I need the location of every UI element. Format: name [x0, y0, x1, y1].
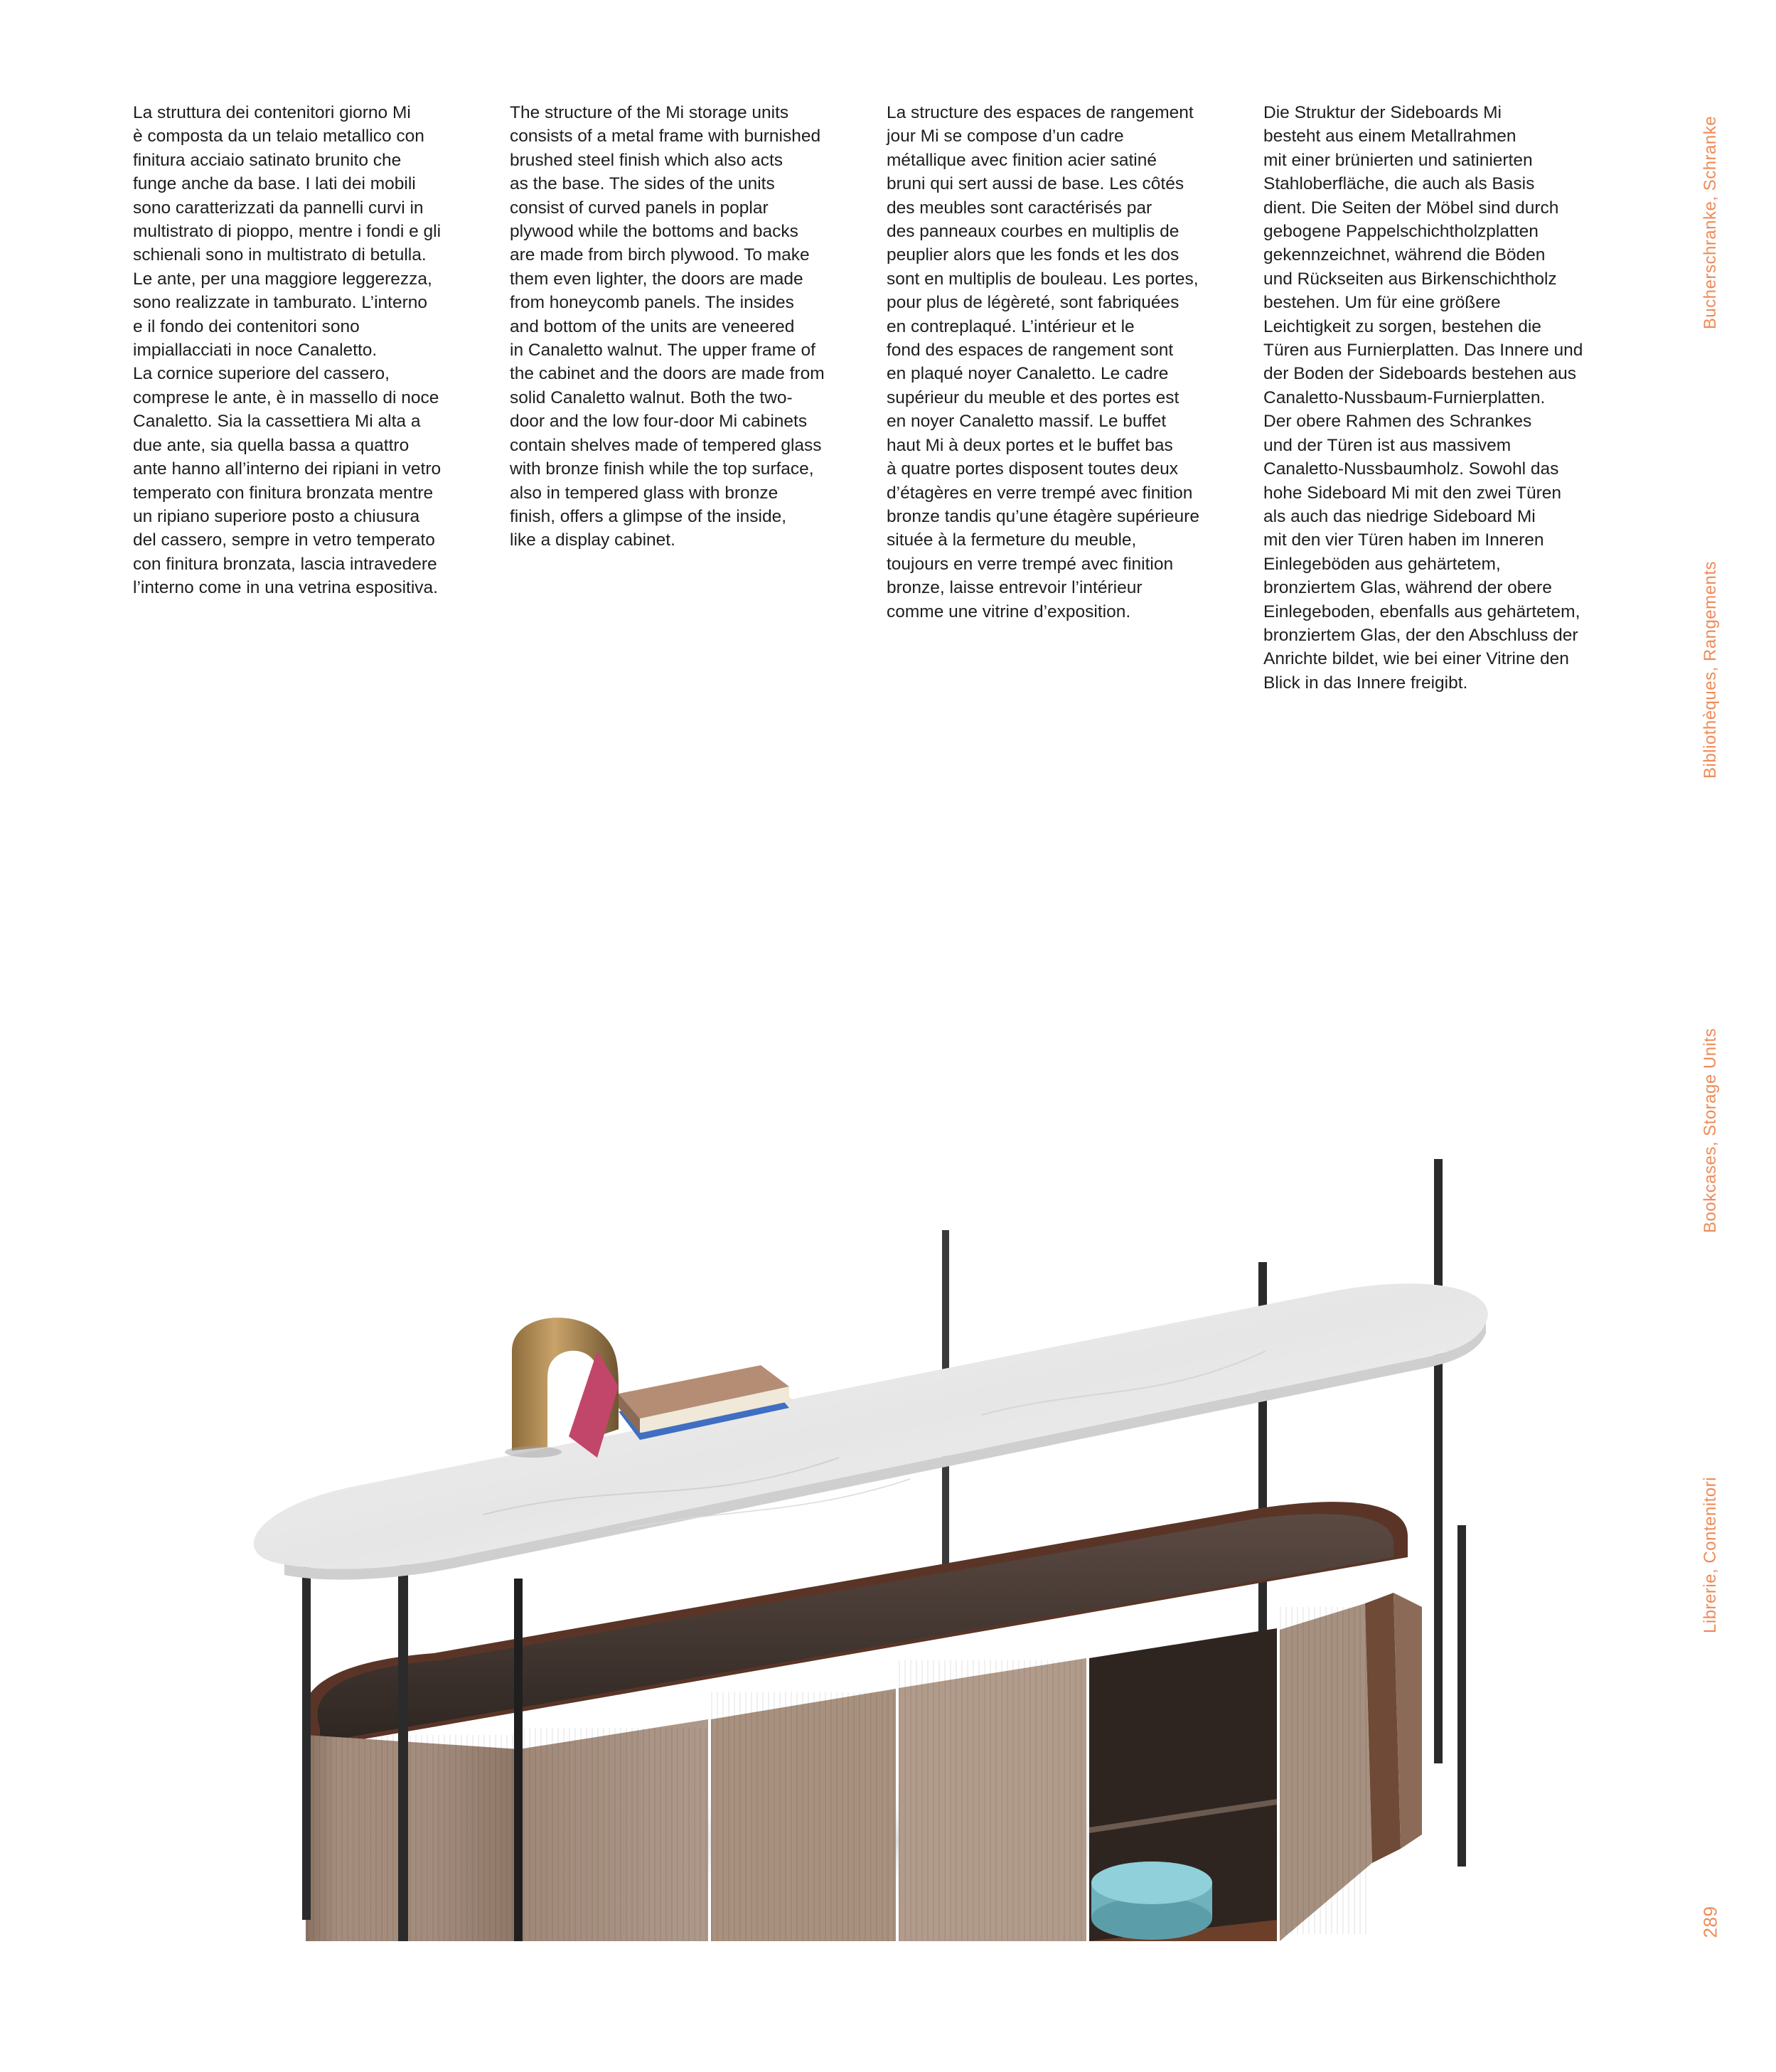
- page-number-text: 289: [1699, 1906, 1721, 1938]
- german-description: Die Struktur der Sideboards Mi besteht aus einem Metallrahmen mit einer brünierten und satinierten Stahloberfläche, die auch als Basis dient. Die Seiten der Möbel sind durch gebogene Pappelschichtholzplatten gekennzeichnet, während die Böden und Rückseiten aus Birkenschichtholz bestehen. Um für eine größere Leichtigkeit zu sorgen, bestehen die Türen aus Furnierplatten. Das Innere und der Boden der Sideboards bestehen aus Canaletto-Nussbaum-Furnierplatten. Der obere Rahmen des Schrankes und der Türen ist aus massivem Canaletto-Nussbaumholz. Sowohl das hohe Sideboard Mi mit den zwei Türen als auch das niedrige Sideboard Mi mit den vier Türen haben im Inneren Einlegeböden aus gehärtetem, bronziertem Glas, während der obere Einlegeboden, ebenfalls aus gehärtetem, bronziertem Glas, der den Abschluss der Anrichte bildet, wie bei einer Vitrine den Blick in das Innere freigibt.: [1263, 103, 1583, 693]
- sideboard-photo: [199, 1017, 1500, 1941]
- section-label-english-text: Bookcases, Storage Units: [1701, 1027, 1720, 1234]
- text-column-french: [887, 101, 1242, 624]
- italian-description: La struttura dei contenitori giorno Mi è composta da un telaio metallico con finitura acciaio satinato brunito che funge anche da base. I lati dei mobili sono caratterizzati da pannelli curvi in multistrato di pioppo, mentre i fondi e gli schienali sono in multistrato di betulla. Le ante, per una maggiore leggerezza, sono realizzate in tamburato. L’interno e il fondo dei contenitori sono impiallacciati in noce Canaletto. La cornice superiore del cassero, comprese le ante, è in massello di noce Canaletto. Sia la cassettiera Mi alta a due ante, sia quella bassa a quattro ante hanno all’interno dei ripiani in vetro temperato con finitura bronzata mentre un ripiano superiore posto a chiusura del cassero, sempre in vetro temperato con finitura bronzata, lascia intravedere l’interno come in una vetrina espositiva.: [133, 103, 442, 598]
- english-description: The structure of the Mi storage units consists of a metal frame with burnished brushed steel finish which also acts as the base. The sides of the units consist of curved panels in poplar plywood while the bottoms and backs are made from birch plywood. To make them even lighter, the doors are made from honeycomb panels. The insides and bottom of the units are veneered in Canaletto walnut. The upper frame of the cabinet and the doors are made from solid Canaletto walnut. Both the two- door and the low four-door Mi cabinets contain shelves made of tempered glass with bronze finish while the top surface, also in tempered glass with bronze finish, offers a glimpse of the inside, like a display cabinet.: [510, 103, 825, 550]
- section-label-german-text: Bucherschranke, Schranke: [1701, 115, 1720, 330]
- text-column-german: [1263, 101, 1619, 695]
- french-description: La structure des espaces de rangement jour Mi se compose d’un cadre métallique avec finition acier satiné bruni qui sert aussi de base. Les côtés des meubles sont caractérisés par des panneaux courbes en multiplis de peuplier alors que les fonds et les dos sont en multiplis de bouleau. Les portes, pour plus de légèreté, sont fabriquées en contreplaqué. L’intérieur et le fond des espaces de rangement sont en plaqué noyer Canaletto. Le cadre supérieur du meuble et des portes est en noyer Canaletto massif. Le buffet haut Mi à deux portes et le buffet bas à quatre portes disposent toutes deux d’étagères en verre trempé avec finition bronze tandis qu’une étagère supérieure située à la fermeture du meuble, toujours en verre trempé avec finition bronze, laisse entrevoir l’intérieur comme une vitrine d’exposition.: [887, 103, 1199, 621]
- section-label-italian-text: Librerie, Contenitori: [1701, 1477, 1720, 1633]
- text-column-english: [510, 101, 865, 552]
- text-column-italian: [133, 101, 488, 600]
- section-label-french-text: Bibliothèques, Rangements: [1701, 560, 1720, 779]
